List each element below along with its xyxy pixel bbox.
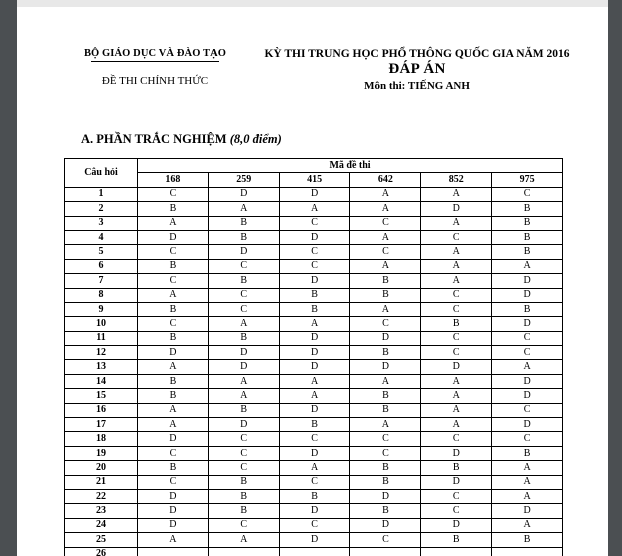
answer-cell: C: [350, 446, 421, 460]
answer-cell: C: [350, 245, 421, 259]
answer-cell: A: [279, 317, 350, 331]
answer-cell: A: [492, 259, 563, 273]
table-row: [65, 547, 563, 556]
question-number-cell: 26: [65, 547, 138, 556]
table-row: [65, 461, 563, 475]
answer-cell: A: [279, 389, 350, 403]
answer-cell: A: [138, 288, 209, 302]
answer-cell: D: [208, 418, 279, 432]
answer-cell: C: [138, 475, 209, 489]
answer-cell: B: [492, 245, 563, 259]
answer-cell: A: [421, 374, 492, 388]
answer-cell: B: [208, 403, 279, 417]
answer-cell: A: [492, 518, 563, 532]
table-row: [65, 259, 563, 273]
answer-cell: C: [421, 288, 492, 302]
table-row: [65, 216, 563, 230]
answer-cell: B: [492, 533, 563, 547]
answer-cell: C: [208, 446, 279, 460]
answer-cell: D: [350, 360, 421, 374]
question-number-cell: 4: [65, 230, 138, 244]
question-number-cell: 16: [65, 403, 138, 417]
answer-cell: C: [138, 187, 209, 201]
answer-cell: C: [138, 245, 209, 259]
table-row: [65, 374, 563, 388]
header-right-block: [250, 48, 608, 92]
question-number-cell: 14: [65, 374, 138, 388]
header-left-block: [60, 48, 250, 87]
answer-cell: B: [208, 230, 279, 244]
answer-cell: D: [208, 245, 279, 259]
table-row: [65, 360, 563, 374]
answer-cell: D: [279, 504, 350, 518]
answer-cell: A: [492, 489, 563, 503]
column-header-exam-code-group: Mã đề thi: [138, 159, 563, 173]
answer-cell: D: [421, 202, 492, 216]
answer-cell: B: [279, 288, 350, 302]
answer-cell: A: [350, 302, 421, 316]
answer-cell: D: [350, 331, 421, 345]
answer-cell: B: [279, 418, 350, 432]
answer-cell: A: [350, 202, 421, 216]
answer-cell: D: [492, 389, 563, 403]
answer-cell: B: [138, 389, 209, 403]
answer-cell: A: [138, 360, 209, 374]
answer-cell: B: [421, 317, 492, 331]
question-number-cell: 22: [65, 489, 138, 503]
answer-cell: C: [208, 461, 279, 475]
answer-cell: C: [421, 302, 492, 316]
answer-cell: A: [350, 418, 421, 432]
answer-cell: B: [492, 446, 563, 460]
answer-cell: D: [279, 346, 350, 360]
answer-cell: C: [421, 331, 492, 345]
answer-cell: B: [138, 202, 209, 216]
answer-cell: B: [350, 504, 421, 518]
answer-cell: A: [350, 374, 421, 388]
viewer-right-gutter[interactable]: [608, 0, 622, 556]
question-number-cell: 9: [65, 302, 138, 316]
answer-cell: A: [421, 216, 492, 230]
question-number-cell: 1: [65, 187, 138, 201]
answer-cell: D: [492, 504, 563, 518]
answer-cell: D: [138, 518, 209, 532]
answer-cell: D: [138, 346, 209, 360]
answer-cell: B: [208, 331, 279, 345]
question-number-cell: 12: [65, 346, 138, 360]
column-header-exam-code: 259: [208, 173, 279, 187]
table-row: [65, 274, 563, 288]
answer-cell: A: [279, 202, 350, 216]
table-header-row-group: [65, 159, 563, 173]
answer-cell: C: [350, 533, 421, 547]
column-header-exam-code: 168: [138, 173, 209, 187]
column-header-question: Câu hỏi: [65, 159, 138, 188]
answer-cell: D: [138, 432, 209, 446]
column-header-exam-code: 852: [421, 173, 492, 187]
answer-cell: B: [350, 461, 421, 475]
answer-cell: B: [279, 302, 350, 316]
answer-cell: C: [492, 331, 563, 345]
answer-cell: D: [350, 518, 421, 532]
table-row: [65, 187, 563, 201]
answer-cell: B: [208, 489, 279, 503]
answer-cell: C: [279, 216, 350, 230]
question-number-cell: 19: [65, 446, 138, 460]
answer-cell: B: [492, 302, 563, 316]
answer-cell: D: [279, 533, 350, 547]
question-number-cell: 2: [65, 202, 138, 216]
answer-cell: B: [350, 403, 421, 417]
answer-cell: C: [208, 259, 279, 273]
answer-cell: C: [492, 187, 563, 201]
table-row: [65, 504, 563, 518]
answer-cell: D: [421, 446, 492, 460]
answer-cell: C: [208, 302, 279, 316]
answer-cell: D: [279, 230, 350, 244]
answer-cell: A: [421, 245, 492, 259]
answer-cell: C: [421, 489, 492, 503]
table-row: [65, 446, 563, 460]
answer-cell: B: [421, 461, 492, 475]
question-number-cell: 11: [65, 331, 138, 345]
answer-cell: B: [350, 274, 421, 288]
table-row: [65, 403, 563, 417]
answer-cell: B: [492, 230, 563, 244]
answer-cell: B: [421, 533, 492, 547]
question-number-cell: 15: [65, 389, 138, 403]
answer-cell: D: [279, 274, 350, 288]
answer-cell: A: [421, 187, 492, 201]
answer-key-table: [64, 158, 563, 556]
answer-cell: A: [279, 374, 350, 388]
answer-cell: D: [492, 418, 563, 432]
answer-cell: B: [350, 389, 421, 403]
table-row: [65, 202, 563, 216]
column-header-exam-code: 642: [350, 173, 421, 187]
answer-cell: B: [208, 475, 279, 489]
answer-cell: B: [492, 202, 563, 216]
answer-cell: C: [138, 446, 209, 460]
question-number-cell: 20: [65, 461, 138, 475]
answer-cell: B: [492, 216, 563, 230]
answer-cell: C: [421, 432, 492, 446]
question-number-cell: 3: [65, 216, 138, 230]
answer-cell: C: [421, 230, 492, 244]
column-header-exam-code: 415: [279, 173, 350, 187]
answer-cell: [492, 547, 563, 556]
answer-table-body: [65, 187, 563, 556]
question-number-cell: 7: [65, 274, 138, 288]
answer-cell: B: [138, 302, 209, 316]
answer-cell: A: [421, 259, 492, 273]
answer-cell: B: [138, 461, 209, 475]
answer-cell: A: [208, 374, 279, 388]
answer-cell: A: [350, 259, 421, 273]
answer-cell: C: [350, 432, 421, 446]
section-title: [17, 132, 608, 147]
answer-cell: [421, 547, 492, 556]
table-row: [65, 317, 563, 331]
answer-cell: A: [138, 418, 209, 432]
question-number-cell: 25: [65, 533, 138, 547]
answer-cell: C: [492, 346, 563, 360]
answer-cell: C: [279, 475, 350, 489]
answer-cell: D: [208, 360, 279, 374]
answer-cell: B: [138, 374, 209, 388]
answer-cell: B: [138, 259, 209, 273]
table-row: [65, 533, 563, 547]
table-row: [65, 475, 563, 489]
table-row: [65, 245, 563, 259]
answer-cell: D: [492, 274, 563, 288]
answer-cell: B: [208, 216, 279, 230]
question-number-cell: 21: [65, 475, 138, 489]
table-row: [65, 489, 563, 503]
answer-cell: D: [279, 403, 350, 417]
answer-cell: B: [208, 504, 279, 518]
table-row: [65, 331, 563, 345]
exam-status-label: ĐỀ THI CHÍNH THỨC: [101, 75, 209, 87]
question-number-cell: 6: [65, 259, 138, 273]
answer-cell: C: [279, 432, 350, 446]
answer-cell: A: [492, 461, 563, 475]
answer-cell: A: [279, 461, 350, 475]
answer-cell: D: [350, 489, 421, 503]
answer-cell: C: [208, 432, 279, 446]
answer-cell: A: [421, 274, 492, 288]
answer-cell: C: [350, 216, 421, 230]
table-row: [65, 346, 563, 360]
question-number-cell: 24: [65, 518, 138, 532]
answer-cell: A: [492, 360, 563, 374]
table-row: [65, 432, 563, 446]
answer-key-title: ĐÁP ÁN: [388, 61, 446, 77]
answer-cell: C: [279, 518, 350, 532]
table-row: [65, 302, 563, 316]
answer-cell: A: [492, 475, 563, 489]
document-header: [17, 48, 608, 92]
table-header-row-codes: [65, 173, 563, 187]
viewer-top-strip: [0, 0, 622, 7]
answer-cell: D: [279, 360, 350, 374]
answer-cell: C: [208, 288, 279, 302]
exam-title: KỲ THI TRUNG HỌC PHỔ THÔNG QUỐC GIA NĂM 2016: [264, 48, 570, 60]
question-number-cell: 10: [65, 317, 138, 331]
answer-cell: A: [138, 216, 209, 230]
answer-cell: A: [138, 533, 209, 547]
answer-cell: D: [279, 331, 350, 345]
answer-cell: D: [492, 374, 563, 388]
answer-cell: [208, 547, 279, 556]
organization-underline: [91, 61, 219, 62]
answer-cell: D: [138, 489, 209, 503]
answer-cell: D: [492, 288, 563, 302]
answer-cell: C: [208, 518, 279, 532]
answer-cell: A: [208, 533, 279, 547]
question-number-cell: 5: [65, 245, 138, 259]
question-number-cell: 17: [65, 418, 138, 432]
table-row: [65, 288, 563, 302]
answer-cell: B: [208, 274, 279, 288]
answer-cell: A: [208, 202, 279, 216]
answer-cell: C: [138, 274, 209, 288]
answer-cell: [350, 547, 421, 556]
answer-cell: D: [138, 504, 209, 518]
question-number-cell: 13: [65, 360, 138, 374]
answer-cell: B: [279, 489, 350, 503]
answer-cell: B: [350, 346, 421, 360]
table-row: [65, 418, 563, 432]
answer-cell: D: [279, 187, 350, 201]
answer-cell: B: [350, 475, 421, 489]
answer-cell: B: [138, 331, 209, 345]
answer-cell: D: [279, 446, 350, 460]
answer-cell: A: [350, 187, 421, 201]
answer-cell: A: [138, 403, 209, 417]
section-points: (8,0 điểm): [229, 132, 282, 146]
answer-cell: A: [421, 403, 492, 417]
answer-cell: C: [350, 317, 421, 331]
column-header-exam-code: 975: [492, 173, 563, 187]
answer-cell: D: [208, 187, 279, 201]
answer-cell: D: [421, 360, 492, 374]
table-row: [65, 389, 563, 403]
answer-cell: C: [279, 259, 350, 273]
answer-cell: D: [492, 317, 563, 331]
answer-cell: C: [492, 403, 563, 417]
answer-cell: A: [208, 389, 279, 403]
answer-cell: [279, 547, 350, 556]
answer-table-container: [17, 158, 608, 556]
answer-cell: A: [208, 317, 279, 331]
answer-cell: A: [350, 230, 421, 244]
exam-subject: Môn thi: TIẾNG ANH: [364, 80, 470, 92]
document-page: [17, 7, 608, 556]
answer-cell: C: [279, 245, 350, 259]
table-row: [65, 518, 563, 532]
question-number-cell: 8: [65, 288, 138, 302]
answer-table-head: [65, 159, 563, 188]
table-row: [65, 230, 563, 244]
answer-cell: D: [208, 346, 279, 360]
answer-cell: C: [421, 504, 492, 518]
organization-name: BỘ GIÁO DỤC VÀ ĐÀO TẠO: [83, 48, 227, 59]
answer-cell: C: [138, 317, 209, 331]
answer-cell: D: [421, 475, 492, 489]
answer-cell: A: [421, 389, 492, 403]
answer-cell: D: [138, 230, 209, 244]
section-title-text: A. PHẦN TRẮC NGHIỆM: [81, 132, 230, 146]
answer-cell: D: [421, 518, 492, 532]
question-number-cell: 18: [65, 432, 138, 446]
viewer-left-gutter: [0, 0, 17, 556]
answer-cell: [138, 547, 209, 556]
answer-cell: B: [350, 288, 421, 302]
question-number-cell: 23: [65, 504, 138, 518]
answer-cell: C: [492, 432, 563, 446]
answer-cell: C: [421, 346, 492, 360]
answer-cell: A: [421, 418, 492, 432]
